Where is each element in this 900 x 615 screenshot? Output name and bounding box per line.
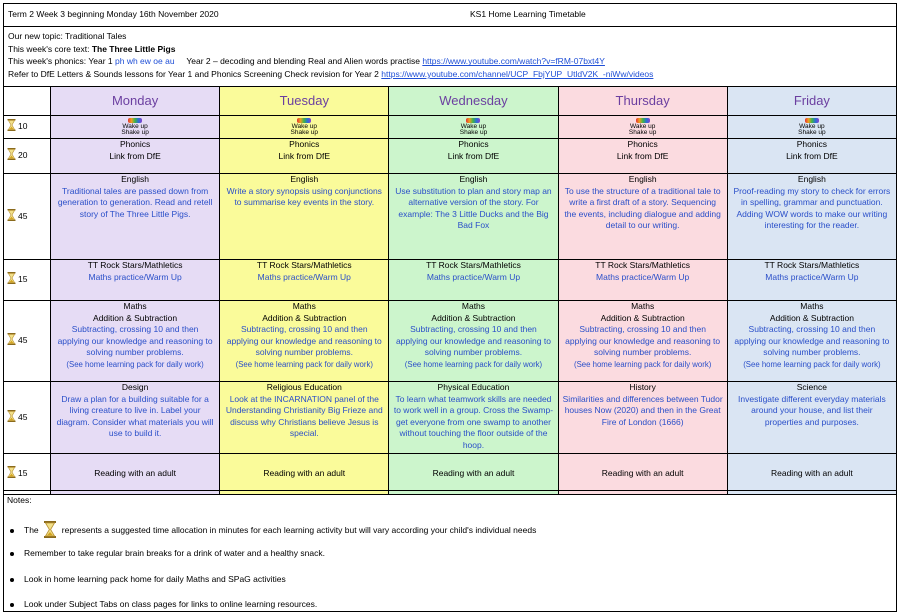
cell-wednesday (389, 301, 558, 382)
wake-up-shake-up-logo (629, 118, 656, 136)
note-text-post: represents a suggested time allocation in minutes for each learning activity but will vary according your child's individual needs (61, 524, 537, 535)
note-text-pre: The (24, 524, 39, 535)
subject-title: Maths (631, 301, 655, 311)
logo-text: Wake up (460, 123, 487, 131)
activity-description: Draw a plan for a building suitable for a living creature to live in. Label your diagram. Consider what materials you will use to build it. (56, 393, 214, 439)
cell-thursday (558, 260, 727, 301)
link-text: Link from DfE (447, 150, 500, 161)
cell-wednesday (389, 116, 558, 139)
note-text: Look in home learning pack home for daily Maths and SPaG activities (24, 574, 286, 584)
logo-text: Wake up (291, 123, 317, 131)
subject-title: Science (796, 382, 827, 392)
note-item (10, 521, 536, 540)
note-item (10, 574, 286, 584)
core-text-prefix: This week's core text: (8, 43, 92, 54)
timetable-row (4, 116, 897, 139)
day-header-wednesday: Wednesday (389, 87, 558, 116)
phonics-video-link[interactable]: https://www.youtube.com/watch?v=fRM-07bxt4Y (422, 56, 605, 67)
cell-monday (51, 382, 220, 454)
time-cell (4, 174, 51, 260)
activity-description: Maths practice/Warm Up (596, 271, 690, 282)
phonics-prefix: This week's phonics: Year 1 (8, 56, 115, 67)
cell-friday (727, 301, 896, 382)
day-header-monday: Monday (51, 87, 220, 116)
subject-title: Phonics (119, 139, 151, 149)
wake-up-shake-up-logo (121, 118, 148, 136)
cell-wednesday (389, 260, 558, 301)
time-minutes: 45 (18, 210, 28, 221)
time-minutes: 15 (18, 468, 28, 479)
timetable-title: KS1 Home Learning Timetable (470, 9, 586, 19)
activity-description: Maths practice/Warm Up (257, 271, 351, 282)
timetable-row (4, 260, 897, 301)
cell-wednesday (389, 174, 558, 260)
subject-title: English (290, 174, 319, 184)
bullet-icon (10, 603, 14, 607)
cell-thursday (558, 174, 727, 260)
time-minutes: 20 (18, 150, 28, 161)
activity-description: Subtracting, crossing 10 and then applying our knowledge and reasoning to solving number problems. (565, 324, 721, 358)
subject-title: Phonics (796, 139, 827, 149)
subject-subtitle: Addition & Subtraction (600, 312, 685, 323)
day-header-friday: Friday (727, 87, 896, 116)
hourglass-icon (7, 333, 16, 349)
topic-line: Our new topic: Traditional Tales (8, 31, 127, 41)
link-text: Link from DfE (786, 150, 838, 161)
link-text: Link from DfE (278, 150, 331, 161)
time-cell (4, 139, 51, 174)
activity-description: Subtracting, crossing 10 and then applying our knowledge and reasoning to solving number problems. (226, 324, 382, 358)
logo-text: Shake up (798, 129, 826, 137)
subject-title: TT Rock Stars/Mathletics (256, 260, 352, 270)
subject-subtitle: Addition & Subtraction (431, 312, 516, 323)
time-minutes: 45 (18, 335, 28, 346)
time-minutes: 15 (18, 274, 28, 285)
cell-thursday (558, 454, 727, 495)
wake-up-shake-up-logo (798, 118, 825, 136)
cell-friday (727, 382, 896, 454)
subject-title: Reading with an adult (94, 468, 176, 479)
pack-note: (See home learning pack for daily work) (573, 359, 712, 369)
subject-title: Design (121, 382, 149, 392)
cell-monday (51, 454, 220, 495)
pack-note: (See home learning pack for daily work) (743, 359, 881, 369)
wake-up-shake-up-logo (460, 118, 487, 136)
activity-description: Maths practice/Warm Up (765, 271, 859, 282)
subject-title: English (459, 174, 488, 184)
time-cell (4, 301, 51, 382)
time-cell (4, 116, 51, 139)
activity-description: To use the structure of a traditional tale to write a first draft of a story. Sequencing the events, including dialogue and adding detail to our writing. (564, 185, 721, 231)
note-item (10, 548, 325, 558)
subject-title: Maths (123, 301, 147, 311)
cell-thursday (558, 116, 727, 139)
hourglass-icon (43, 521, 57, 540)
subject-title: Phonics (458, 139, 489, 149)
logo-text: Shake up (121, 129, 149, 137)
logo-text: Wake up (629, 123, 656, 131)
activity-description: To learn what teamwork skills are needed to work well in a group. Cross the Swamp- get everyone from one swamp to another without touching the floor outside of the hoop. (393, 393, 554, 450)
link-text: Link from DfE (616, 150, 669, 161)
notes-title: Notes: (7, 495, 32, 505)
timetable-grid (3, 86, 897, 495)
activity-description: Proof-reading my story to check for errors in spelling, grammar and punctuation. Adding WOW words to make our writing interesting for the reader. (733, 185, 891, 231)
hourglass-icon (7, 272, 16, 288)
logo-text: Shake up (628, 129, 657, 137)
cell-friday (727, 139, 896, 174)
core-text-title: The Three Little Pigs (91, 43, 176, 54)
cell-friday (727, 174, 896, 260)
cell-tuesday (220, 382, 389, 454)
cell-tuesday (220, 260, 389, 301)
activity-description: Maths practice/Warm Up (426, 271, 521, 282)
cell-tuesday (220, 454, 389, 495)
subject-title: English (121, 174, 150, 184)
subject-title: Physical Education (437, 382, 510, 392)
hourglass-icon (7, 119, 16, 135)
cell-monday (51, 139, 220, 174)
note-text: Remember to take regular brain breaks for a drink of water and a healthy snack. (24, 548, 325, 558)
subject-title: Phonics (289, 139, 320, 149)
subject-subtitle: Addition & Subtraction (262, 312, 347, 323)
cell-wednesday (389, 382, 558, 454)
timetable-row (4, 382, 897, 454)
pack-note: (See home learning pack for daily work) (404, 359, 543, 369)
subject-title: TT Rock Stars/Mathletics (426, 260, 521, 270)
hourglass-icon (7, 410, 16, 426)
subject-title: Phonics (627, 139, 658, 149)
subject-title: Maths (800, 301, 824, 311)
timetable-row (4, 139, 897, 174)
time-cell (4, 382, 51, 454)
subject-title: History (629, 382, 656, 392)
cell-thursday (558, 301, 727, 382)
intro-box (3, 26, 897, 87)
pack-note: (See home learning pack for daily work) (66, 359, 204, 369)
cell-thursday (558, 139, 727, 174)
cell-monday (51, 174, 220, 260)
bullet-icon (10, 578, 14, 582)
activity-description: Write a story synopsis using conjunctions to summarise key events in the story. (226, 185, 382, 208)
cell-friday (727, 260, 896, 301)
activity-description: Maths practice/Warm Up (88, 271, 182, 282)
subject-subtitle: Addition & Subtraction (93, 312, 178, 323)
cell-thursday (558, 382, 727, 454)
bullet-icon (10, 552, 14, 556)
time-cell (4, 454, 51, 495)
cell-friday (727, 454, 896, 495)
dfe-channel-link[interactable]: https://www.youtube.com/channel/UCP_FbjYUP_UtldV2K_-niWw/videos (381, 69, 654, 80)
note-item (10, 599, 317, 609)
time-cell (4, 260, 51, 301)
day-header-tuesday: Tuesday (220, 87, 389, 116)
subject-title: Reading with an adult (263, 468, 346, 479)
timetable-row (4, 454, 897, 495)
time-minutes: 10 (18, 121, 28, 132)
link-text: Link from DfE (109, 150, 161, 161)
phonics-line (8, 55, 892, 68)
subject-title: English (628, 174, 657, 184)
notes-box (3, 490, 897, 612)
activity-description: Subtracting, crossing 10 and then applying our knowledge and reasoning to solving number problems. (734, 324, 890, 358)
subject-title: TT Rock Stars/Mathletics (87, 260, 183, 270)
logo-text: Wake up (799, 123, 825, 131)
timetable-row (4, 174, 897, 260)
pack-note: (See home learning pack for daily work) (235, 359, 373, 369)
dfe-prefix: Refer to DfE Letters & Sounds lessons for Year 1 and Phonics Screening Check revision for Year 2 (8, 69, 382, 80)
cell-friday (727, 116, 896, 139)
hourglass-icon (7, 466, 16, 482)
activity-description: Investigate different everyday materials around your house, and list their properties and purposes. (738, 393, 886, 427)
activity-description: Subtracting, crossing 10 and then applying our knowledge and reasoning to solving number problems. (395, 324, 551, 358)
activity-description: Similarities and differences between Tudor houses Now (2020) and then in the Great Fire of London (1666) (562, 393, 723, 427)
phonics-year2: Year 2 – decoding and blending Real and Alien words practise (186, 56, 423, 67)
subject-title: Reading with an adult (601, 468, 684, 479)
cell-wednesday (389, 454, 558, 495)
cell-monday (51, 260, 220, 301)
cell-wednesday (389, 139, 558, 174)
phonics-sounds: ph wh ew oe au (115, 56, 175, 67)
logo-text: Shake up (459, 129, 488, 137)
logo-text: Shake up (290, 129, 319, 137)
time-minutes: 45 (18, 411, 28, 422)
logo-text: Wake up (122, 123, 148, 131)
subject-title: Maths (461, 301, 486, 311)
dfe-line (8, 68, 892, 81)
note-text: Look under Subject Tabs on class pages for links to online learning resources. (24, 599, 318, 609)
activity-description: Subtracting, crossing 10 and then applying our knowledge and reasoning to solving number problems. (57, 324, 213, 358)
hourglass-icon (7, 148, 16, 164)
subject-title: Maths (292, 301, 316, 311)
subject-title: Reading with an adult (432, 468, 515, 479)
header-row (3, 3, 897, 27)
hourglass-icon (7, 209, 16, 225)
activity-description: Traditional tales are passed down from generation to generation. Read and retell story of The Three Little Pigs. (57, 185, 213, 219)
cell-monday (51, 301, 220, 382)
cell-monday (51, 116, 220, 139)
time-header (4, 87, 51, 116)
subject-title: English (797, 174, 826, 184)
activity-description: Use substitution to plan and story map an alternative version of the story. For example: The 3 Little Ducks and the Big Bad Fox (395, 185, 552, 231)
timetable-row (4, 301, 897, 382)
subject-title: TT Rock Stars/Mathletics (595, 260, 691, 270)
wake-up-shake-up-logo (291, 118, 318, 136)
term-label: Term 2 Week 3 beginning Monday 16th November 2020 (8, 9, 219, 19)
subject-subtitle: Addition & Subtraction (769, 312, 854, 323)
bullet-icon (10, 529, 14, 533)
cell-tuesday (220, 139, 389, 174)
core-text-line (8, 43, 892, 56)
cell-tuesday (220, 116, 389, 139)
subject-title: TT Rock Stars/Mathletics (764, 260, 860, 270)
cell-tuesday (220, 174, 389, 260)
subject-title: Religious Education (266, 382, 342, 392)
activity-description: Look at the INCARNATION panel of the Understanding Christianity Big Frieze and discuss why Christians believe Jesus is special. (225, 393, 383, 439)
day-header-thursday: Thursday (558, 87, 727, 116)
subject-title: Reading with an adult (770, 468, 853, 479)
day-header-row (4, 87, 897, 116)
cell-tuesday (220, 301, 389, 382)
